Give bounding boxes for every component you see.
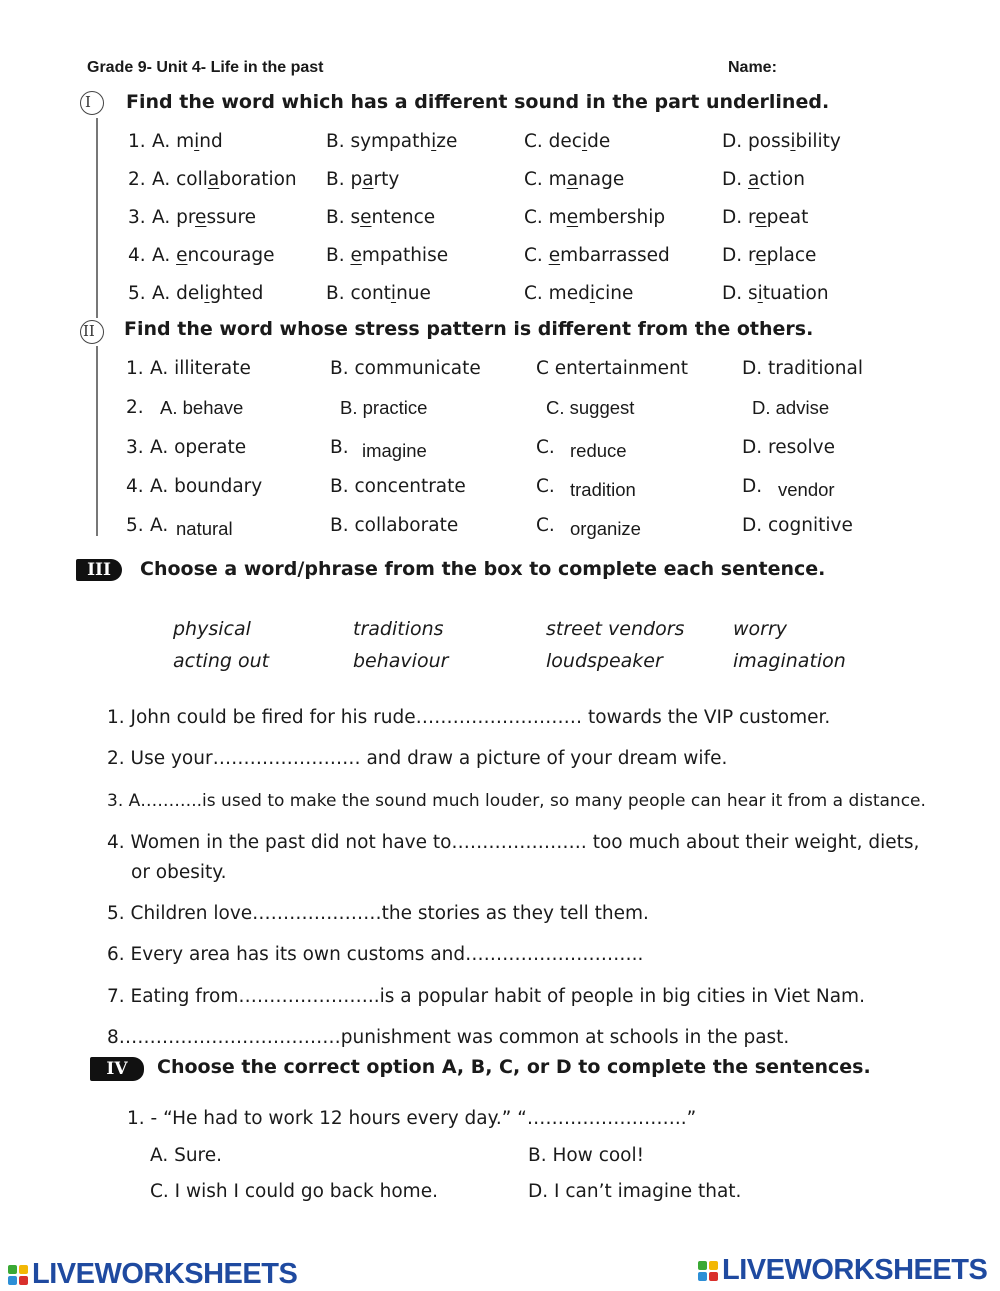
- option-text-start: D. r: [722, 245, 756, 266]
- option-text-end: ction: [759, 169, 805, 190]
- answer-option-word: vendor: [778, 479, 835, 500]
- underlined-letter: e: [755, 207, 767, 228]
- option-text-end: ssure: [206, 207, 257, 228]
- option-text-end: rty: [373, 169, 400, 190]
- underlined-letter: i: [581, 131, 588, 152]
- answer-option-label[interactable]: D. cognitive: [742, 515, 853, 536]
- option-text-end: nage: [578, 169, 625, 190]
- answer-option[interactable]: [326, 169, 399, 190]
- option-text-start: A. del: [152, 283, 205, 304]
- word-box-item: street vendors: [546, 618, 685, 640]
- underlined-letter: i: [390, 283, 397, 304]
- option-text-end: bility: [795, 131, 841, 152]
- option-text-start: C. m: [524, 169, 567, 190]
- section-1-badge: I: [80, 91, 104, 115]
- underlined-letter: i: [431, 131, 437, 152]
- option-text-start: D. r: [722, 207, 756, 228]
- answer-option[interactable]: [722, 207, 808, 228]
- option-text-start: A. pr: [152, 207, 196, 228]
- fill-in-sentence: 3. A………..is used to make the sound much louder, so many people can hear it from a distance.: [107, 791, 926, 811]
- answer-option[interactable]: [524, 245, 670, 266]
- fill-in-sentence: 8………………………………punishment was common at schools in the past.: [107, 1027, 790, 1048]
- section-2-badge: II: [80, 320, 104, 344]
- option-text-start: C. med: [524, 283, 590, 304]
- question-number: 3.: [126, 437, 144, 458]
- answer-option[interactable]: [326, 131, 457, 152]
- word-box-item: physical: [173, 618, 251, 640]
- underlined-letter: a: [566, 169, 579, 190]
- question-number: 1.: [128, 131, 146, 152]
- answer-option[interactable]: [152, 207, 256, 228]
- answer-option-label[interactable]: C.: [536, 476, 555, 497]
- answer-option[interactable]: [722, 283, 829, 304]
- answer-option-word: organize: [570, 518, 641, 539]
- question-number: 5.: [126, 515, 144, 536]
- option-text-end: nue: [396, 283, 431, 304]
- answer-option-label[interactable]: B.: [330, 437, 349, 458]
- liveworksheets-logo-icon: [8, 1265, 28, 1285]
- answer-option[interactable]: [326, 245, 448, 266]
- word-box-item: imagination: [733, 650, 846, 672]
- option-text-start: B. sympath: [326, 131, 432, 152]
- section-1-margin-line: [96, 118, 98, 318]
- question-number: 2.: [126, 397, 144, 418]
- question-number: 5.: [128, 283, 146, 304]
- underlined-letter: e: [195, 207, 207, 228]
- option-text-end: place: [766, 245, 817, 266]
- answer-option-label[interactable]: C entertainment: [536, 358, 688, 379]
- option-text-end: mbarrassed: [560, 245, 670, 266]
- fill-in-sentence: 2. Use your…………………… and draw a picture of your dream wife.: [107, 748, 728, 769]
- section-4-badge: IV: [90, 1057, 144, 1081]
- option-text-start: B.: [326, 245, 351, 266]
- underlined-letter: i: [790, 131, 796, 152]
- answer-option-label[interactable]: B. concentrate: [330, 476, 466, 497]
- section-4-option-a[interactable]: A. Sure.: [150, 1145, 223, 1166]
- fill-in-sentence: 5. Children love…………………the stories as they tell them.: [107, 903, 649, 924]
- answer-option-label[interactable]: B. collaborate: [330, 515, 459, 536]
- answer-option[interactable]: [326, 283, 431, 304]
- word-box-item: behaviour: [353, 650, 449, 672]
- underlined-letter: a: [207, 169, 220, 190]
- answer-option[interactable]: [524, 169, 624, 190]
- section-4-option-b[interactable]: B. How cool!: [528, 1145, 645, 1166]
- answer-option-label[interactable]: D.: [742, 476, 763, 497]
- answer-option-word: natural: [176, 518, 233, 539]
- answer-option[interactable]: [722, 131, 841, 152]
- underlined-letter: e: [350, 245, 362, 266]
- answer-option-label[interactable]: D. advise: [752, 397, 830, 418]
- option-text-start: D.: [722, 169, 749, 190]
- option-text-start: D. s: [722, 283, 758, 304]
- option-text-end: boration: [219, 169, 297, 190]
- option-text-end: mbership: [578, 207, 666, 228]
- word-box-item: worry: [733, 618, 788, 640]
- option-text-start: B. s: [326, 207, 361, 228]
- answer-option[interactable]: [152, 169, 297, 190]
- underlined-letter: a: [362, 169, 374, 190]
- answer-option-word: reduce: [570, 440, 627, 461]
- fill-in-sentence: 6. Every area has its own customs and………………………..: [107, 944, 644, 965]
- option-text-start: B. p: [326, 169, 363, 190]
- underlined-letter: a: [748, 169, 760, 190]
- answer-option-label[interactable]: A. boundary: [150, 476, 263, 497]
- section-4-title: Choose the correct option A, B, C, or D to complete the sentences.: [157, 1056, 871, 1078]
- answer-option-label[interactable]: A. behave: [160, 397, 244, 418]
- word-box-item: traditions: [353, 618, 444, 640]
- answer-option-label[interactable]: D. resolve: [742, 437, 836, 458]
- liveworksheets-logo-left: [8, 1258, 297, 1291]
- underlined-letter: i: [194, 131, 200, 152]
- answer-option[interactable]: [152, 283, 263, 304]
- option-text-end: mpathise: [361, 245, 449, 266]
- underlined-letter: e: [566, 207, 579, 228]
- underlined-letter: e: [176, 245, 188, 266]
- answer-option[interactable]: [326, 207, 435, 228]
- option-text-end: ze: [436, 131, 458, 152]
- underlined-letter: e: [755, 245, 767, 266]
- section-2-margin-line: [96, 346, 98, 536]
- answer-option[interactable]: [722, 169, 805, 190]
- answer-option-label[interactable]: A. illiterate: [150, 358, 251, 379]
- option-text-end: tuation: [762, 283, 829, 304]
- fill-in-sentence: 1. John could be fired for his rude……………………… towards the VIP customer.: [107, 707, 831, 728]
- section-1-title: Find the word which has a different sound in the part underlined.: [126, 91, 830, 113]
- name-label: Name:: [728, 59, 777, 76]
- fill-in-sentence: or obesity.: [131, 862, 227, 883]
- answer-option-label[interactable]: B. communicate: [330, 358, 481, 379]
- section-4-question: 1. - “He had to work 12 hours every day.” “……………………..”: [127, 1108, 697, 1129]
- answer-option[interactable]: [722, 245, 816, 266]
- option-text-start: A. m: [152, 131, 195, 152]
- word-box-item: acting out: [173, 650, 270, 672]
- answer-option[interactable]: [152, 245, 275, 266]
- question-number: 4.: [126, 476, 144, 497]
- answer-option-label[interactable]: D. traditional: [742, 358, 863, 379]
- question-number: 4.: [128, 245, 146, 266]
- section-4-option-c[interactable]: C. I wish I could go back home.: [150, 1181, 438, 1202]
- word-box-item: loudspeaker: [546, 650, 663, 672]
- option-text-end: de: [587, 131, 611, 152]
- liveworksheets-logo-icon: [698, 1261, 718, 1281]
- answer-option-label[interactable]: A. operate: [150, 437, 247, 458]
- option-text-start: C. m: [524, 207, 567, 228]
- logo-text: LIVEWORKSHEETS: [722, 1254, 988, 1286]
- question-number: 3.: [128, 207, 146, 228]
- option-text-start: B. cont: [326, 283, 391, 304]
- question-number: 2.: [128, 169, 146, 190]
- answer-option[interactable]: [524, 283, 633, 304]
- answer-option-label[interactable]: C.: [536, 515, 555, 536]
- option-text-end: peat: [766, 207, 809, 228]
- answer-option-label[interactable]: C. suggest: [546, 397, 635, 418]
- answer-option-label[interactable]: A.: [150, 515, 169, 536]
- logo-text: LIVEWORKSHEETS: [32, 1258, 298, 1290]
- fill-in-sentence: 4. Women in the past did not have to…………………. too much about their weight, diets,: [107, 832, 920, 853]
- option-text-start: C.: [524, 245, 549, 266]
- answer-option-word: imagine: [362, 440, 427, 461]
- underlined-letter: e: [360, 207, 372, 228]
- answer-option-label[interactable]: B. practice: [340, 397, 428, 418]
- option-text-start: A.: [152, 245, 177, 266]
- answer-option-label[interactable]: C.: [536, 437, 555, 458]
- underlined-letter: i: [204, 283, 210, 304]
- worksheet-title: Grade 9- Unit 4- Life in the past: [87, 59, 324, 76]
- option-text-end: ghted: [209, 283, 264, 304]
- option-text-end: nd: [199, 131, 223, 152]
- answer-option[interactable]: [524, 207, 665, 228]
- answer-option[interactable]: [152, 131, 223, 152]
- answer-option[interactable]: [524, 131, 610, 152]
- option-text-start: C. dec: [524, 131, 582, 152]
- option-text-end: cine: [594, 283, 634, 304]
- fill-in-sentence: 7. Eating from…………………..is a popular habit of people in big cities in Viet Nam.: [107, 986, 865, 1007]
- answer-option-word: tradition: [570, 479, 636, 500]
- liveworksheets-logo-right: [698, 1254, 987, 1287]
- option-text-start: D. poss: [722, 131, 791, 152]
- section-3-badge: III: [76, 559, 122, 581]
- underlined-letter: i: [589, 283, 595, 304]
- option-text-end: ncourage: [187, 245, 275, 266]
- option-text-end: ntence: [371, 207, 436, 228]
- section-2-title: Find the word whose stress pattern is different from the others.: [124, 318, 814, 340]
- underlined-letter: e: [548, 245, 561, 266]
- section-3-title: Choose a word/phrase from the box to complete each sentence.: [140, 558, 826, 580]
- underlined-letter: i: [757, 283, 763, 304]
- question-number: 1.: [126, 358, 144, 379]
- section-4-option-d[interactable]: D. I can’t imagine that.: [528, 1181, 742, 1202]
- option-text-start: A. coll: [152, 169, 208, 190]
